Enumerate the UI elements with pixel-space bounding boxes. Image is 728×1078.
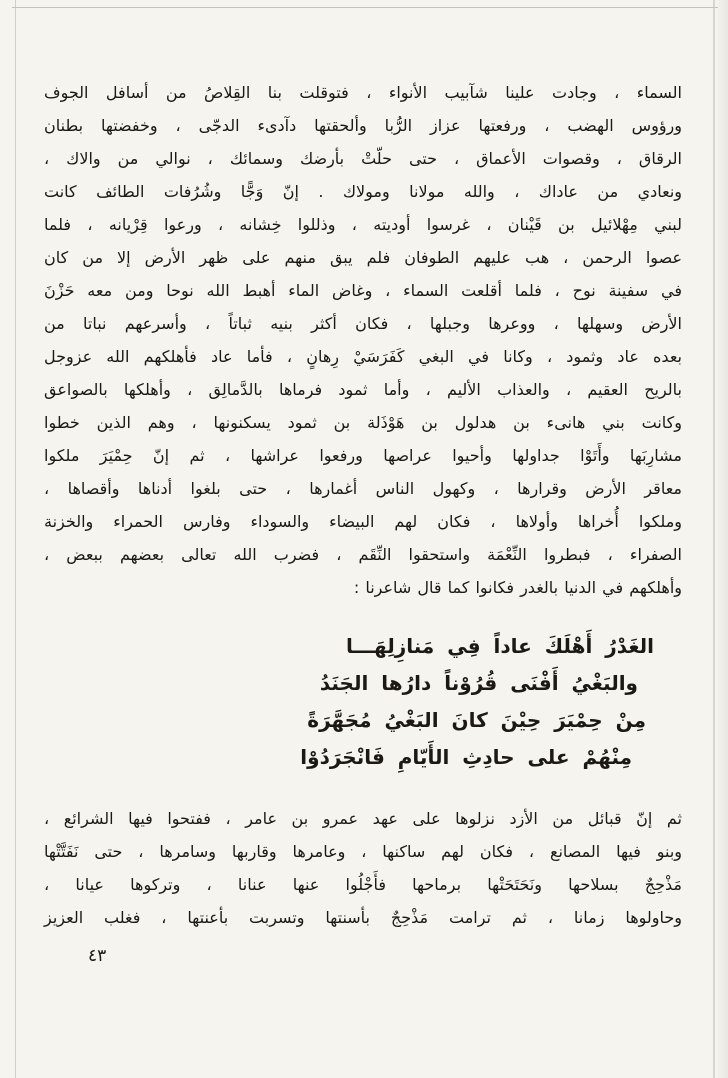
text-line: ونعادي من عاداك ، والله مولانا ومولاك . إنّ وَجًّا وشُرُفات الطائف كانت: [44, 182, 682, 201]
scan-edge-shade: [715, 0, 728, 1078]
poem-block: [44, 628, 682, 776]
text-line: السماء ، وجادت علينا شآبيب الأنواء ، فتوقلت بنا القِلاصُ من أسافل الجوف: [44, 83, 682, 102]
poem-verse: والبَغْيُ أَفْنَى قُرُوْناً دارُها الجَنَدُ: [319, 671, 638, 695]
poem-verse: مِنْ حِمْيَرَ حِيْنَ كانَ البَغْيُ مُجَهَّرَةً: [307, 708, 646, 732]
text-line: معاقر الأرض وقرارها ، وكهول الناس أغمارها ، حتى بلغوا أدناها وأقصاها ،: [44, 479, 682, 498]
paragraph-2: [44, 802, 682, 934]
text-line: وأهلكهم في الدنيا بالغدر فكانوا كما قال شاعرنا :: [353, 578, 682, 597]
text-line: ثم إنّ قبائل من الأزد نزلوها على عهد عمرو بن عامر ، ففتحوا فيها الشرائع ،: [44, 809, 682, 828]
page-number: ٤٣: [88, 946, 107, 966]
body-text: [44, 76, 682, 934]
text-line: ورؤوس الهضب ، ورفعتها عزاز الرُّبا وألحقتها دآدىء الدجّى ، وخفضتها بطنان: [44, 116, 682, 135]
text-line: الأرض وسهلها ، ووعرها وجبلها ، فكان أكثر بنيه ثباتاً ، وأسرعهم نباتا من: [44, 314, 682, 333]
text-line: بالريح العقيم ، والعذاب الأليم ، وأما ثمود فرماها بالدَّمالِق ، وأهلكها بالصواعق: [44, 380, 682, 399]
text-line: وكانت بني هانىء بن هدلول بن هَوْذَلة بن ثمود يسكنونها ، وهم الذين خطوا: [44, 413, 682, 432]
text-line: بعده عاد وثمود ، وكانا في البغي كَفَرَسَيْ رِهانٍ ، فأما عاد فأهلكهم الله عزوجل: [44, 347, 682, 366]
poem-verse: مِنْهُمْ على حادِثِ الأَيّامِ فَانْجَرَدُوْا: [300, 745, 632, 769]
text-line: مَذْحِجٌ بسلاحها ونَحَتَحَتْها برماحها فأَجْلُوا عنها عنانا ، وتركوها عيانا ،: [44, 875, 682, 894]
text-line: الرقاق ، وقصوات الأعماق ، حتى حلّتْ بأرضك وسمائك ، نوالي من والاك ،: [44, 149, 682, 168]
text-line: وبنو فيها المصانع ، فكان لهم ساكنها ، وعامرها وقاربها وسامرها ، حتى نَفَتَّتْها: [44, 842, 682, 861]
text-line: مشارِبَها وأَتَوْا جداولها وأحيوا عراصها ورفعوا عراشها ، ثم إنّ حِمْيَرَ ملكوا: [44, 446, 682, 465]
scan-edge-left: [15, 0, 16, 1078]
poem-verse: الغَدْرُ أَهْلَكَ عاداً فِي مَنازِلِهَـــا: [345, 634, 654, 658]
text-line: لبني مِهْلائيل بن قَيْنان ، غرسوا أوديته ، وذللوا خِشانه ، ورعوا قِرْيانه ، فلما: [44, 215, 682, 234]
text-line: وحاولوها زمانا ، ثم ترامت مَذْحِجٌ بأسنتها وتسربت بأعنتها ، فغلب العزيز: [44, 908, 682, 927]
text-line: في سفينة نوح ، فلما أقلعت السماء ، وغاض الماء أهبط الله نوحا ومن معه حَزْنَ: [44, 281, 682, 300]
scan-edge-top: [12, 7, 718, 8]
paragraph-1: [44, 76, 682, 604]
text-line: وملكوا أُخراها وأولاها ، فكان لهم البيضاء والسوداء وفارس الحمراء والخزنة: [44, 512, 682, 531]
text-line: عصوا الرحمن ، هب عليهم الطوفان فلم يبق منهم على ظهر الأرض إلا من كان: [44, 248, 682, 267]
text-line: الصفراء ، فبطروا النِّعْمَة واستحقوا النِّقَم ، فضرب الله تعالى بعضهم ببعض ،: [44, 545, 682, 564]
